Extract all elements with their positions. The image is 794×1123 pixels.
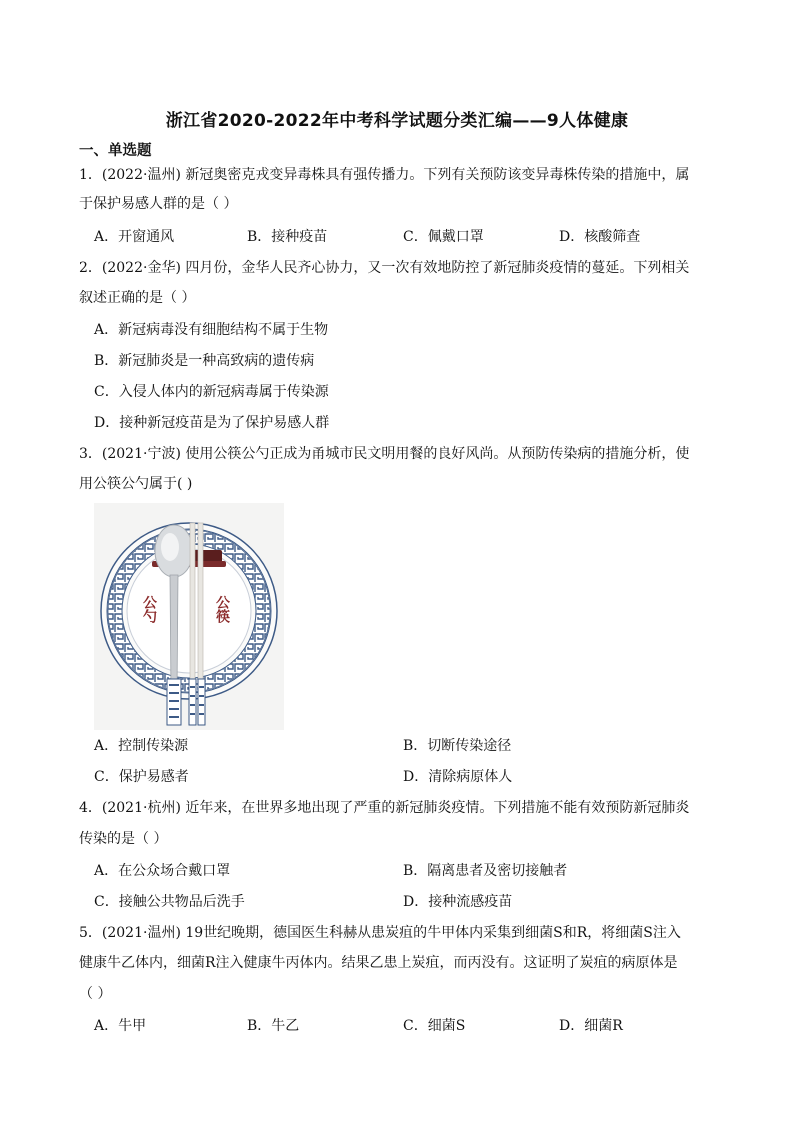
spoon-label: 公勺 [141,595,157,623]
question-2-option-c: C．入侵人体内的新冠病毒属于传染源 [94,384,329,400]
question-1-line-2: 于保护易感人群的是（ ） [79,196,238,212]
public-chopsticks-figure [94,503,284,730]
question-2-option-a: A．新冠病毒没有细胞结构不属于生物 [94,322,329,338]
question-1-option-b: B．接种疫苗 [247,229,328,245]
document-title: 浙江省2020-2022年中考科学试题分类汇编——9人体健康 [165,111,629,131]
question-2-option-b: B．新冠肺炎是一种高致病的遗传病 [94,353,315,369]
question-5-line-1: 5．(2021·温州) 19世纪晚期，德国医生科赫从患炭疽的牛甲体内采集到细菌S和R，将细菌S注入 [79,925,681,941]
question-1-option-d: D．核酸筛查 [559,229,641,245]
question-3-option-c: C．保护易感者 [94,769,189,785]
question-3-line-2: 用公筷公勺属于( ) [79,476,193,492]
question-1-option-a: A．开窗通风 [94,229,175,245]
question-1-line-1: 1．(2022·温州) 新冠奥密克戎变异毒株具有强传播力。下列有关预防该变异毒株传染的措施中，属 [79,167,690,183]
question-5-option-b: B．牛乙 [247,1018,300,1034]
question-5-line-2: 健康牛乙体内，细菌R注入健康牛丙体内。结果乙患上炭疽，而丙没有。这证明了炭疽的病原体是 [79,955,678,971]
question-4-option-d: D．接种流感疫苗 [403,894,513,910]
question-2-line-2: 叙述正确的是（ ） [79,290,196,306]
question-2-option-d: D．接种新冠疫苗是为了保护易感人群 [94,415,330,431]
question-3-line-1: 3．(2021·宁波) 使用公筷公勺正成为甬城市民文明用餐的良好风尚。从预防传染病的措施分析，使 [79,446,690,462]
section-heading: 一、单选题 [79,143,152,159]
question-3-option-b: B．切断传染途径 [403,738,512,754]
question-5-option-d: D．细菌R [559,1018,623,1034]
question-4-line-1: 4．(2021·杭州) 近年来，在世界多地出现了严重的新冠肺炎疫情。下列措施不能有效预防新冠肺炎 [79,800,690,816]
question-5-option-a: A．牛甲 [94,1018,147,1034]
question-2-line-1: 2．(2022·金华) 四月份，金华人民齐心协力，又一次有效地防控了新冠肺炎疫情的蔓延。下列相关 [79,260,690,276]
question-4-option-a: A．在公众场合戴口罩 [94,863,231,879]
question-1-option-c: C．佩戴口罩 [403,229,484,245]
chopsticks-label: 公筷 [214,595,230,623]
question-4-line-2: 传染的是（ ） [79,831,168,847]
question-3-option-d: D．清除病原体人 [403,769,513,785]
question-4-option-c: C．接触公共物品后洗手 [94,894,245,910]
question-3-option-a: A．控制传染源 [94,738,189,754]
question-4-option-b: B．隔离患者及密切接触者 [403,863,568,879]
question-5-option-c: C．细菌S [403,1018,466,1034]
plate-illustration [94,503,284,730]
question-5-line-3: （ ） [79,986,112,1002]
